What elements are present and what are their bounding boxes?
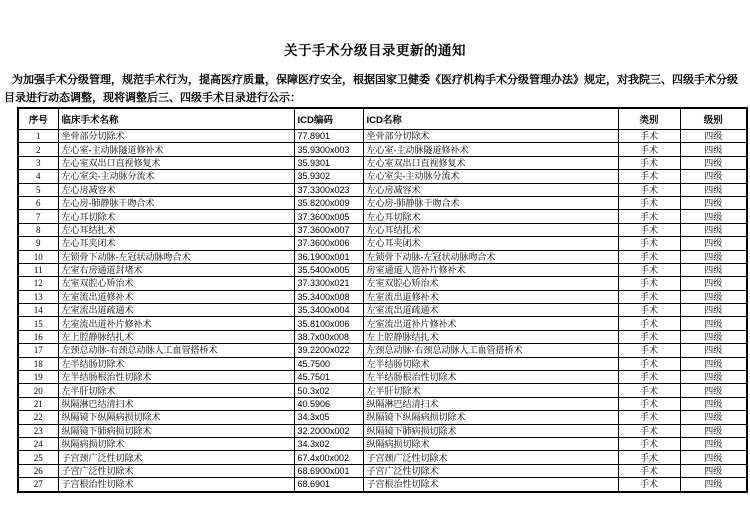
cell-icd-name: 左心室尖-主动脉分流术: [363, 170, 618, 183]
cell-row-number: 20: [18, 384, 58, 397]
cell-level: 四级: [680, 143, 747, 156]
cell-icd-code: 68.6901: [294, 478, 363, 492]
cell-icd-code: 37.3600x007: [294, 223, 363, 236]
cell-clinical-surgery-name: 左心室双出口直视修复术: [58, 156, 294, 169]
table-row: [18, 330, 747, 343]
intro-paragraph: [4, 71, 744, 107]
cell-level: 四级: [680, 183, 747, 196]
cell-clinical-surgery-name: 左心耳结扎术: [58, 223, 294, 236]
cell-category: 手术: [618, 371, 680, 384]
cell-level: 四级: [680, 411, 747, 424]
cell-clinical-surgery-name: 左心房减容术: [58, 183, 294, 196]
table-row: [18, 183, 747, 196]
cell-icd-code: 37.3600x006: [294, 237, 363, 250]
cell-category: 手术: [618, 130, 680, 143]
column-header-clinical-surgery-name: 临床手术名称: [58, 108, 294, 130]
cell-row-number: 24: [18, 437, 58, 450]
column-header-category: 类别: [618, 108, 680, 130]
cell-level: 四级: [680, 263, 747, 276]
cell-row-number: 17: [18, 344, 58, 357]
cell-icd-code: 37.3300x023: [294, 183, 363, 196]
cell-icd-name: 子宫根治性切除术: [363, 478, 618, 492]
cell-level: 四级: [680, 451, 747, 464]
cell-icd-name: 左心耳结扎术: [363, 223, 618, 236]
cell-row-number: 3: [18, 156, 58, 169]
cell-icd-name: 纵隔淋巴结清扫术: [363, 397, 618, 410]
table-row: [18, 357, 747, 370]
cell-level: 四级: [680, 384, 747, 397]
intro-line-1: 为加强手术分级管理，规范手术行为，提高医疗质量，保障医疗安全，根据国家卫健委《医疗机构手术分级管理办法》规定，对我院三、四级手术分级: [12, 74, 738, 86]
cell-row-number: 23: [18, 424, 58, 437]
cell-level: 四级: [680, 223, 747, 236]
cell-level: 四级: [680, 156, 747, 169]
cell-row-number: 10: [18, 250, 58, 263]
cell-row-number: 22: [18, 411, 58, 424]
table-row: [18, 344, 747, 357]
cell-row-number: 19: [18, 371, 58, 384]
cell-category: 手术: [618, 290, 680, 303]
cell-clinical-surgery-name: 纵隔镜下肺病损切除术: [58, 424, 294, 437]
cell-icd-code: 35.3400x008: [294, 290, 363, 303]
table-row: [18, 237, 747, 250]
table-row: [18, 424, 747, 437]
cell-clinical-surgery-name: 左心室-主动脉隧道修补术: [58, 143, 294, 156]
cell-icd-code: 35.3400x004: [294, 304, 363, 317]
table-row: [18, 464, 747, 477]
cell-level: 四级: [680, 317, 747, 330]
cell-clinical-surgery-name: 坐骨部分切除术: [58, 130, 294, 143]
cell-clinical-surgery-name: 纵隔镜下纵隔病损切除术: [58, 411, 294, 424]
table-row: [18, 478, 747, 492]
cell-icd-name: 左心室双出口直视修复术: [363, 156, 618, 169]
cell-clinical-surgery-name: 左半肝切除术: [58, 384, 294, 397]
cell-clinical-surgery-name: 子宫广泛性切除术: [58, 464, 294, 477]
cell-category: 手术: [618, 170, 680, 183]
cell-level: 四级: [680, 478, 747, 492]
cell-clinical-surgery-name: 左室双腔心矫治术: [58, 277, 294, 290]
cell-level: 四级: [680, 424, 747, 437]
cell-clinical-surgery-name: 子宫根治性切除术: [58, 478, 294, 492]
cell-category: 手术: [618, 344, 680, 357]
cell-category: 手术: [618, 143, 680, 156]
cell-category: 手术: [618, 384, 680, 397]
table-row: [18, 250, 747, 263]
cell-level: 四级: [680, 437, 747, 450]
cell-icd-code: 40.5906: [294, 397, 363, 410]
cell-row-number: 21: [18, 397, 58, 410]
cell-level: 四级: [680, 304, 747, 317]
cell-level: 四级: [680, 330, 747, 343]
cell-icd-code: 35.8100x006: [294, 317, 363, 330]
cell-icd-code: 35.9301: [294, 156, 363, 169]
page-title: 关于手术分级目录更新的通知: [284, 43, 466, 58]
cell-icd-name: 左半结肠根治性切除术: [363, 371, 618, 384]
cell-level: 四级: [680, 170, 747, 183]
cell-icd-name: 左上腔静脉结扎术: [363, 330, 618, 343]
cell-icd-name: 左心室-主动脉隧道修补术: [363, 143, 618, 156]
cell-icd-name: 左心耳切除术: [363, 210, 618, 223]
cell-icd-name: 子宫广泛性切除术: [363, 464, 618, 477]
cell-icd-code: 35.8200x009: [294, 196, 363, 209]
cell-level: 四级: [680, 464, 747, 477]
cell-icd-name: 左半结肠切除术: [363, 357, 618, 370]
cell-level: 四级: [680, 210, 747, 223]
cell-row-number: 8: [18, 223, 58, 236]
cell-category: 手术: [618, 250, 680, 263]
cell-icd-name: 左室流出道疏通术: [363, 304, 618, 317]
column-header-icd-code: ICD编码: [294, 108, 363, 130]
cell-icd-name: 左心房减容术: [363, 183, 618, 196]
cell-level: 四级: [680, 397, 747, 410]
cell-icd-name: 纵隔镜下纵隔病损切除术: [363, 411, 618, 424]
table-row: [18, 210, 747, 223]
cell-category: 手术: [618, 478, 680, 492]
table-row: [18, 384, 747, 397]
cell-row-number: 13: [18, 290, 58, 303]
cell-level: 四级: [680, 357, 747, 370]
cell-clinical-surgery-name: 左心耳夹闭术: [58, 237, 294, 250]
cell-category: 手术: [618, 424, 680, 437]
cell-category: 手术: [618, 277, 680, 290]
table-row: [18, 223, 747, 236]
table-row: [18, 130, 747, 143]
cell-icd-code: 38.7x00x008: [294, 330, 363, 343]
cell-icd-name: 纵隔镜下肺病损切除术: [363, 424, 618, 437]
cell-icd-name: 纵隔病损切除术: [363, 437, 618, 450]
cell-clinical-surgery-name: 左室流出道补片修补术: [58, 317, 294, 330]
cell-icd-name: 左心耳夹闭术: [363, 237, 618, 250]
cell-category: 手术: [618, 451, 680, 464]
cell-icd-code: 37.3600x005: [294, 210, 363, 223]
cell-category: 手术: [618, 437, 680, 450]
cell-clinical-surgery-name: 子宫颈广泛性切除术: [58, 451, 294, 464]
cell-category: 手术: [618, 183, 680, 196]
cell-icd-name: 房室通道人造补片修补术: [363, 263, 618, 276]
table-row: [18, 290, 747, 303]
cell-category: 手术: [618, 411, 680, 424]
cell-row-number: 26: [18, 464, 58, 477]
cell-clinical-surgery-name: 左半结肠切除术: [58, 357, 294, 370]
cell-clinical-surgery-name: 左心室尖-主动脉分流术: [58, 170, 294, 183]
table-row: [18, 397, 747, 410]
table-row: [18, 317, 747, 330]
cell-icd-name: 子宫颈广泛性切除术: [363, 451, 618, 464]
cell-category: 手术: [618, 237, 680, 250]
cell-icd-code: 39.2200x022: [294, 344, 363, 357]
cell-category: 手术: [618, 210, 680, 223]
table-row: [18, 411, 747, 424]
cell-row-number: 14: [18, 304, 58, 317]
cell-row-number: 5: [18, 183, 58, 196]
cell-icd-code: 50.3x02: [294, 384, 363, 397]
cell-level: 四级: [680, 277, 747, 290]
table-row: [18, 371, 747, 384]
table-row: [18, 263, 747, 276]
cell-icd-name: 左颈总动脉-右颈总动脉人工血管搭桥术: [363, 344, 618, 357]
column-header-level: 级别: [680, 108, 747, 130]
cell-row-number: 25: [18, 451, 58, 464]
cell-row-number: 1: [18, 130, 58, 143]
cell-row-number: 18: [18, 357, 58, 370]
cell-clinical-surgery-name: 左室右房通道封堵术: [58, 263, 294, 276]
cell-category: 手术: [618, 196, 680, 209]
cell-category: 手术: [618, 357, 680, 370]
cell-icd-code: 35.9302: [294, 170, 363, 183]
cell-row-number: 6: [18, 196, 58, 209]
cell-icd-code: 45.7501: [294, 371, 363, 384]
cell-row-number: 15: [18, 317, 58, 330]
cell-clinical-surgery-name: 左室流出道修补术: [58, 290, 294, 303]
cell-level: 四级: [680, 130, 747, 143]
table-header-row: [18, 108, 747, 130]
cell-category: 手术: [618, 397, 680, 410]
table-row: [18, 196, 747, 209]
surgery-catalog-table: [17, 107, 748, 493]
table-row: [18, 156, 747, 169]
cell-clinical-surgery-name: 纵隔淋巴结清扫术: [58, 397, 294, 410]
table-row: [18, 277, 747, 290]
table-row: [18, 304, 747, 317]
cell-icd-name: 左心房-肺静脉干吻合术: [363, 196, 618, 209]
intro-line-2: 目录进行动态调整，现将调整后三、四级手术目录进行公示：: [4, 92, 301, 104]
cell-category: 手术: [618, 223, 680, 236]
cell-category: 手术: [618, 464, 680, 477]
cell-clinical-surgery-name: 左心耳切除术: [58, 210, 294, 223]
cell-row-number: 2: [18, 143, 58, 156]
table-row: [18, 437, 747, 450]
cell-category: 手术: [618, 156, 680, 169]
table-row: [18, 143, 747, 156]
cell-level: 四级: [680, 344, 747, 357]
cell-clinical-surgery-name: 左锁骨下动脉-左冠状动脉吻合术: [58, 250, 294, 263]
cell-level: 四级: [680, 237, 747, 250]
cell-row-number: 7: [18, 210, 58, 223]
cell-category: 手术: [618, 317, 680, 330]
cell-icd-code: 34.3x05: [294, 411, 363, 424]
cell-clinical-surgery-name: 左上腔静脉结扎术: [58, 330, 294, 343]
cell-row-number: 11: [18, 263, 58, 276]
cell-clinical-surgery-name: 纵隔病损切除术: [58, 437, 294, 450]
cell-icd-code: 35.9300x003: [294, 143, 363, 156]
cell-clinical-surgery-name: 左室流出道疏通术: [58, 304, 294, 317]
cell-category: 手术: [618, 304, 680, 317]
cell-icd-name: 左室流出道修补术: [363, 290, 618, 303]
cell-clinical-surgery-name: 左心房-肺静脉干吻合术: [58, 196, 294, 209]
cell-icd-code: 77.8901: [294, 130, 363, 143]
table-row: [18, 451, 747, 464]
cell-clinical-surgery-name: 左颈总动脉-右颈总动脉人工血管搭桥术: [58, 344, 294, 357]
column-header-row-number: 序号: [18, 108, 58, 130]
cell-icd-name: 左半肝切除术: [363, 384, 618, 397]
cell-level: 四级: [680, 290, 747, 303]
cell-icd-code: 67.4x00x002: [294, 451, 363, 464]
cell-row-number: 12: [18, 277, 58, 290]
cell-category: 手术: [618, 330, 680, 343]
cell-level: 四级: [680, 250, 747, 263]
cell-icd-code: 34.3x02: [294, 437, 363, 450]
cell-icd-name: 左室流出道补片修补术: [363, 317, 618, 330]
cell-category: 手术: [618, 263, 680, 276]
cell-icd-code: 68.6900x001: [294, 464, 363, 477]
cell-clinical-surgery-name: 左半结肠根治性切除术: [58, 371, 294, 384]
cell-icd-code: 36.1900x001: [294, 250, 363, 263]
cell-icd-code: 37.3300x021: [294, 277, 363, 290]
cell-icd-name: 左室双腔心矫治术: [363, 277, 618, 290]
cell-row-number: 16: [18, 330, 58, 343]
column-header-icd-name: ICD名称: [363, 108, 618, 130]
cell-icd-code: 45.7500: [294, 357, 363, 370]
cell-row-number: 4: [18, 170, 58, 183]
cell-row-number: 9: [18, 237, 58, 250]
cell-level: 四级: [680, 196, 747, 209]
cell-level: 四级: [680, 371, 747, 384]
cell-row-number: 27: [18, 478, 58, 492]
table-row: [18, 170, 747, 183]
cell-icd-code: 35.5400x005: [294, 263, 363, 276]
cell-icd-name: 坐骨部分切除术: [363, 130, 618, 143]
cell-icd-name: 左锁骨下动脉-左冠状动脉吻合术: [363, 250, 618, 263]
cell-icd-code: 32.2000x002: [294, 424, 363, 437]
